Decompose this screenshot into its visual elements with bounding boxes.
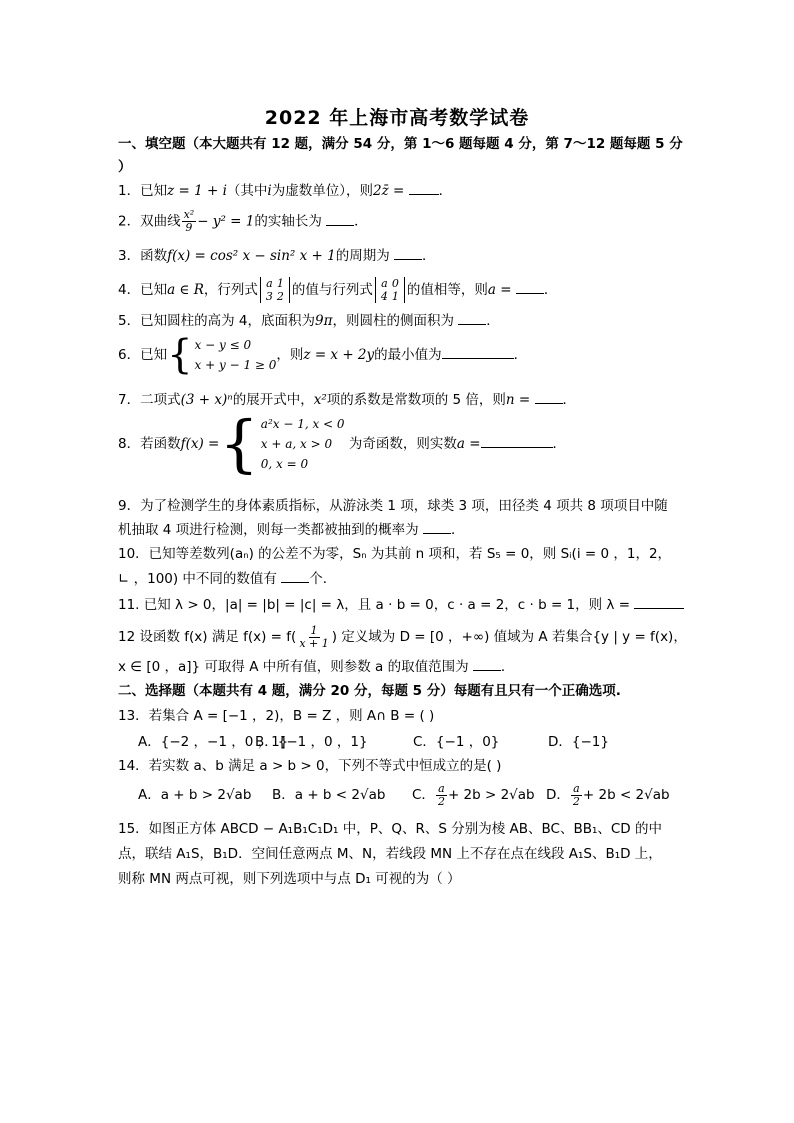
question-11: 11. 已知 λ > 0，|a| = |b| = |c| = λ，且 a · b = 0，c · a = 2，c · b = 1，则 λ = xyxy=(118,596,684,614)
answer-blank-6[interactable] xyxy=(442,346,514,359)
question-15-cont-2: 则称 MN 两点可视，则下列选项中与点 D₁ 可视的为（ ） xyxy=(118,871,461,887)
answer-blank-11[interactable] xyxy=(634,596,684,609)
answer-blank-1[interactable] xyxy=(409,182,439,195)
question-2: 2．双曲线 $\frac{\text{x²}}{9}$ − y² = 1的实轴长为 ． xyxy=(118,208,368,234)
inequality-system: x − y ≤ 0 x + y − 1 ≥ 0 xyxy=(194,338,277,372)
section-2-header: 二、选择题（本题共有 4 题，满分 20 分，每题 5 分）每题有且只有一个正确选项. xyxy=(118,683,621,699)
answer-blank-4[interactable] xyxy=(516,281,544,294)
answer-blank-3[interactable] xyxy=(394,247,422,260)
section-1-header: 一、填空题（本大题共有 12 题，满分 54 分，第 1～6 题每题 4 分，第 7～12 题每题 5 分 xyxy=(118,136,683,152)
answer-blank-2[interactable] xyxy=(326,213,354,226)
fraction: $\frac{1}{x + 1}$ xyxy=(299,623,329,650)
question-4: 4．已知a ∈ R，行列式 a 3 1 2 的值与行列式 a 4 0 1 的值相等，则a = ． xyxy=(118,277,558,303)
option-b[interactable]: B．a + b < 2√ab xyxy=(272,787,386,803)
question-8: 8．若函数f(x) ={ a²x − 1, x < 0 x + a, x > 0 0, x = 0 为奇函数，则实数a = ． xyxy=(118,407,567,480)
section-1-header-cont: ） xyxy=(118,159,132,175)
answer-blank-9[interactable] xyxy=(423,521,451,534)
page-title: 2022 年上海市高考数学试卷 xyxy=(264,107,530,129)
question-15-cont: 点，联结 A₁S，B₁D．空间任意两点 M、N，若线段 MN 上不存在点在线段 A₁S、B₁D 上， xyxy=(118,846,662,862)
option-a[interactable]: A．{−2 ，−1 ，0 ，1} xyxy=(138,734,289,750)
question-1: 1．已知z = 1 + i（其中i为虚数单位），则2z̄ = ． xyxy=(118,183,453,199)
question-12: 12 设函数 f(x) 满足 f(x) = f( $\frac{1}{x + 1}$ ) 定义域为 D = [0 ，+∞) 值域为 A 若集合{y | y = f(x)， xyxy=(118,623,687,650)
answer-blank-10[interactable] xyxy=(281,570,309,583)
question-10: 10．已知等差数列(aₙ) 的公差不为零，Sₙ 为其前 n 项和，若 S₅ = 0，则 Sᵢ(i = 0 ，1，2， xyxy=(118,546,672,562)
question-14-options xyxy=(138,781,670,809)
option-d[interactable]: D． $\frac{a}{2}$ + 2b < 2√ab xyxy=(546,781,670,808)
answer-blank-7[interactable] xyxy=(535,391,563,404)
determinant-1: a 3 1 2 xyxy=(260,277,290,303)
question-3: 3．函数f(x) = cos² x − sin² x + 1的周期为 ． xyxy=(118,248,436,264)
question-10-cont: ∟ ，100) 中不同的数值有 个． xyxy=(118,571,337,587)
question-13: 13．若集合 A = [−1 ，2)，B = Z ，则 A∩ B = ( ) xyxy=(118,708,435,724)
determinant-2: a 4 0 1 xyxy=(375,277,405,303)
option-d[interactable]: D．{−1} xyxy=(548,734,609,750)
question-5: 5．已知圆柱的高为 4，底面积为9π，则圆柱的侧面积为 ． xyxy=(118,313,500,329)
answer-blank-8[interactable] xyxy=(481,435,553,448)
option-c[interactable]: C． $\frac{a}{2}$ + 2b > 2√ab xyxy=(412,781,535,808)
option-a[interactable]: A．a + b > 2√ab xyxy=(138,787,252,803)
answer-blank-5[interactable] xyxy=(458,312,486,325)
option-b[interactable]: B．{−1 ，0 ，1} xyxy=(255,734,368,750)
piecewise-definition: a²x − 1, x < 0 x + a, x > 0 0, x = 0 xyxy=(260,417,345,471)
answer-blank-12[interactable] xyxy=(473,658,501,671)
fraction: $\frac{\text{x²}}{9}$ xyxy=(183,208,195,234)
question-14: 14．若实数 a、b 满足 a > b > 0，下列不等式中恒成立的是( ) xyxy=(118,758,502,774)
question-7: 7．二项式(3 + x)ⁿ的展开式中，x²项的系数是常数项的 5 倍，则n = ． xyxy=(118,392,577,408)
question-13-options xyxy=(138,733,609,751)
question-9-cont: 机抽取 4 项进行检测，则每一类都被抽到的概率为 ． xyxy=(118,522,465,538)
question-15: 15．如图正方体 ABCD − A₁B₁C₁D₁ 中，P、Q、R、S 分别为棱 AB、BC、BB₁、CD 的中 xyxy=(118,821,662,837)
question-12-cont: x ∈ [0 ，a]} 可取得 A 中所有值，则参数 a 的取值范围为 ． xyxy=(118,659,515,675)
option-c[interactable]: C．{−1 ，0} xyxy=(413,734,500,750)
question-6: 6．已知{ x − y ≤ 0 x + y − 1 ≥ 0 ，则z = x + 2y的最小值为 ． xyxy=(118,332,528,378)
question-9: 9．为了检测学生的身体素质指标，从游泳类 1 项，球类 3 项，田径类 4 项共 8 项项目中随 xyxy=(118,498,668,514)
